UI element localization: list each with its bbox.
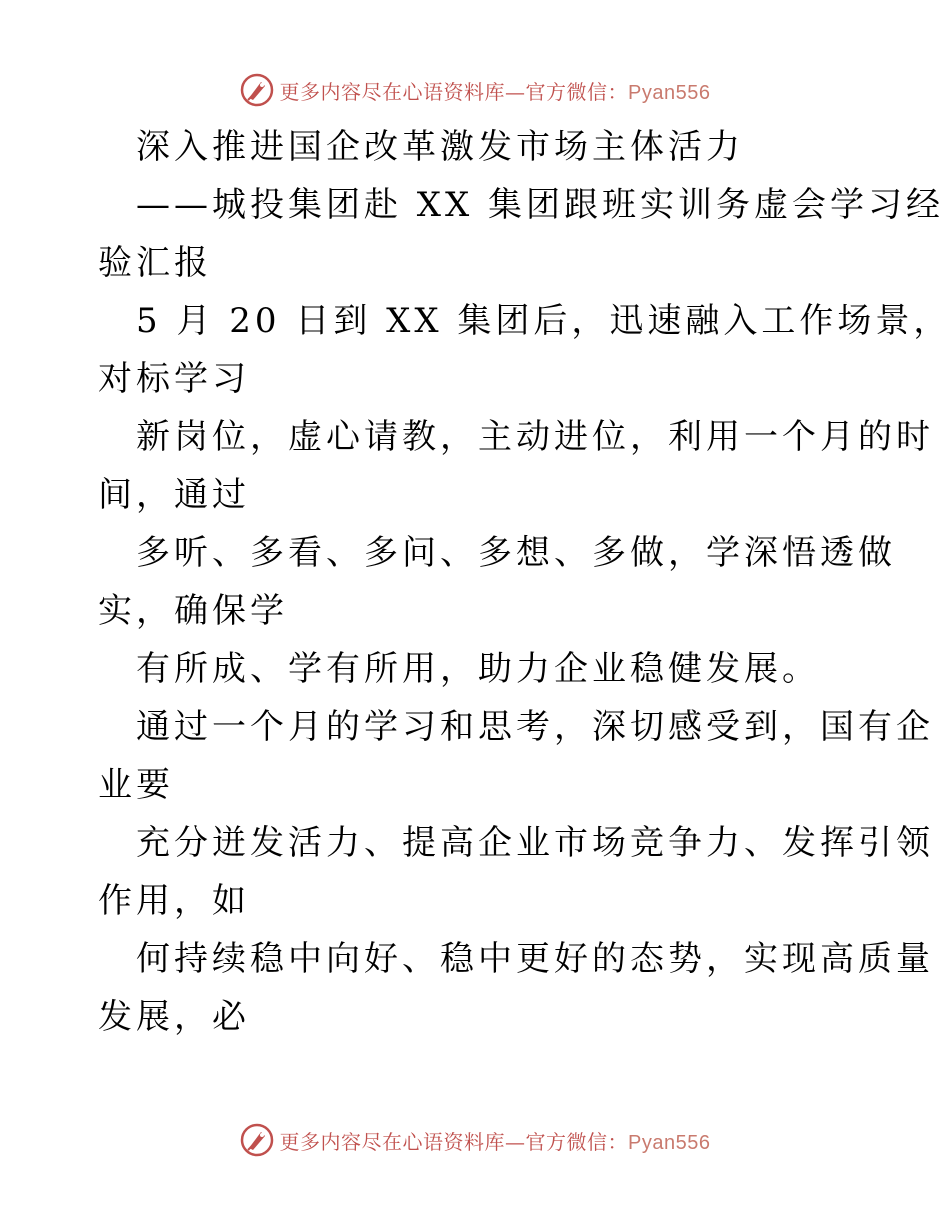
banner-label: 更多内容尽在心语资料库—官方微信： <box>279 79 629 104</box>
footer-banner <box>0 1120 950 1160</box>
paragraph-line: 间，通过 <box>98 475 250 515</box>
banner-text <box>280 76 711 105</box>
banner-label: 更多内容尽在心语资料库—官方微信： <box>279 1129 629 1154</box>
paragraph-line: 多听、多看、多问、多想、多做，学深悟透做 <box>136 533 896 573</box>
paragraph-line: 充分迸发活力、提高企业市场竞争力、发挥引领 <box>136 823 934 863</box>
paragraph-line: 新岗位，虚心请教，主动进位，利用一个月的时 <box>136 417 934 457</box>
paragraph-line: 通过一个月的学习和思考，深切感受到，国有企 <box>136 707 934 747</box>
paragraph-line: 对标学习 <box>98 359 250 399</box>
paragraph-line: 验汇报 <box>98 243 212 283</box>
paragraph-line: 作用，如 <box>98 881 250 921</box>
paragraph-line: ——城投集团赴 XX 集团跟班实训务虚会学习经 <box>136 185 945 225</box>
paragraph-line: 深入推进国企改革激发市场主体活力 <box>136 127 744 167</box>
paragraph-line: 实，确保学 <box>98 591 288 631</box>
paragraph-line: 何持续稳中向好、稳中更好的态势，实现高质量 <box>136 939 934 979</box>
pen-nib-circle-icon <box>240 1123 274 1157</box>
paragraph-line: 业要 <box>98 765 174 805</box>
pen-nib-circle-icon <box>240 73 274 107</box>
header-banner <box>0 70 950 110</box>
paragraph-line: 发展，必 <box>98 997 250 1037</box>
document-body <box>98 118 951 1046</box>
wechat-id: Pyan556 <box>628 1131 711 1154</box>
paragraph-line: 有所成、学有所用，助力企业稳健发展。 <box>136 649 820 689</box>
paragraph-line: 5 月 20 日到 XX 集团后，迅速融入工作场景， <box>136 301 951 341</box>
wechat-id: Pyan556 <box>628 81 711 104</box>
banner-text <box>280 1126 711 1155</box>
